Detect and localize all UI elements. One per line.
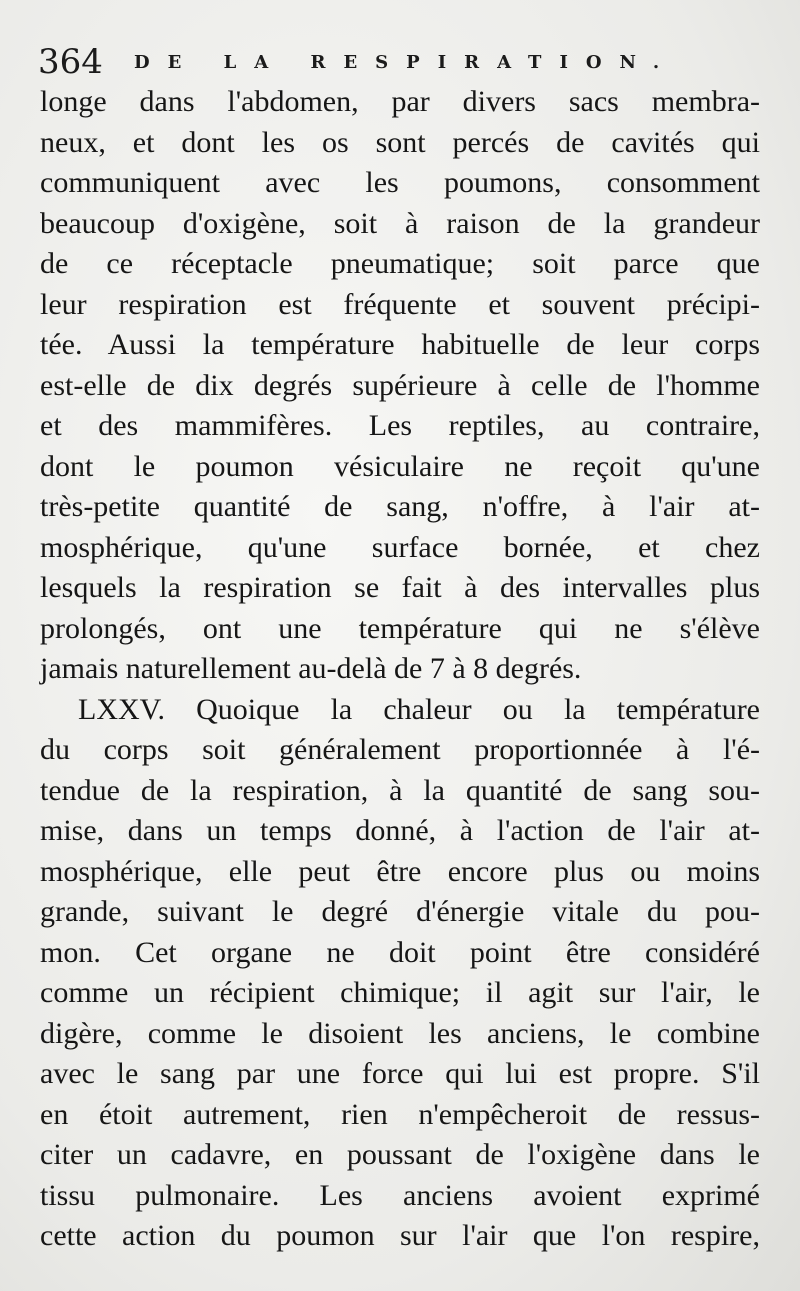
- text-line: mosphérique, qu'une surface bornée, et chez: [40, 530, 760, 564]
- section-heading-line: LXXV. Quoique la chaleur ou la température: [78, 692, 760, 726]
- text-line: tissu pulmonaire. Les anciens avoient exprimé: [40, 1178, 760, 1212]
- page-header: [38, 42, 778, 86]
- text-line: comme un récipient chimique; il agit sur l'air, le: [40, 976, 760, 1009]
- text-line: et des mammifères. Les reptiles, au contraire,: [40, 409, 760, 442]
- text-line: longe dans l'abdomen, par divers sacs membra-: [40, 85, 760, 118]
- text-line: tée. Aussi la température habituelle de leur corps: [40, 328, 760, 361]
- text-line: en étoit autrement, rien n'empêcheroit de ressus-: [40, 1097, 760, 1131]
- text-line: communiquent avec les poumons, consomment: [40, 166, 760, 199]
- text-line: mosphérique, elle peut être encore plus ou moins: [40, 854, 760, 888]
- text-line: grande, suivant le degré d'énergie vitale du pou-: [40, 895, 760, 928]
- text-line: beaucoup d'oxigène, soit à raison de la grandeur: [40, 206, 760, 240]
- text-line: cette action du poumon sur l'air que l'on respire,: [40, 1219, 760, 1252]
- text-line: neux, et dont les os sont percés de cavités qui: [40, 125, 760, 159]
- text-line: avec le sang par une force qui lui est propre. S'il: [40, 1057, 760, 1090]
- text-line: mon. Cet organe ne doit point être considéré: [40, 935, 760, 969]
- text-line: de ce réceptacle pneumatique; soit parce que: [40, 247, 760, 280]
- text-line: mise, dans un temps donné, à l'action de l'air at-: [40, 814, 760, 847]
- text-line: citer un cadavre, en poussant de l'oxigène dans le: [40, 1138, 760, 1171]
- running-head: DE LA RESPIRATION.: [134, 52, 678, 73]
- text-line: digère, comme le disoient les anciens, le combine: [40, 1016, 760, 1050]
- text-line: jamais naturellement au-delà de 7 à 8 degrés.: [40, 652, 582, 685]
- text-line: leur respiration est fréquente et souvent précipi-: [40, 287, 760, 321]
- text-line: tendue de la respiration, à la quantité de sang sou-: [40, 773, 760, 807]
- text-line: très-petite quantité de sang, n'offre, à l'air at-: [40, 490, 760, 523]
- text-line: lesquels la respiration se fait à des intervalles plus: [40, 571, 760, 604]
- text-line: dont le poumon vésiculaire ne reçoit qu'une: [40, 449, 760, 483]
- text-line: est-elle de dix degrés supérieure à celle de l'homme: [40, 368, 760, 402]
- text-line: du corps soit généralement proportionnée à l'é-: [40, 733, 760, 766]
- page-number: 364: [38, 42, 103, 82]
- body-text: [40, 82, 760, 1257]
- text-line: prolongés, ont une température qui ne s'élève: [40, 611, 760, 645]
